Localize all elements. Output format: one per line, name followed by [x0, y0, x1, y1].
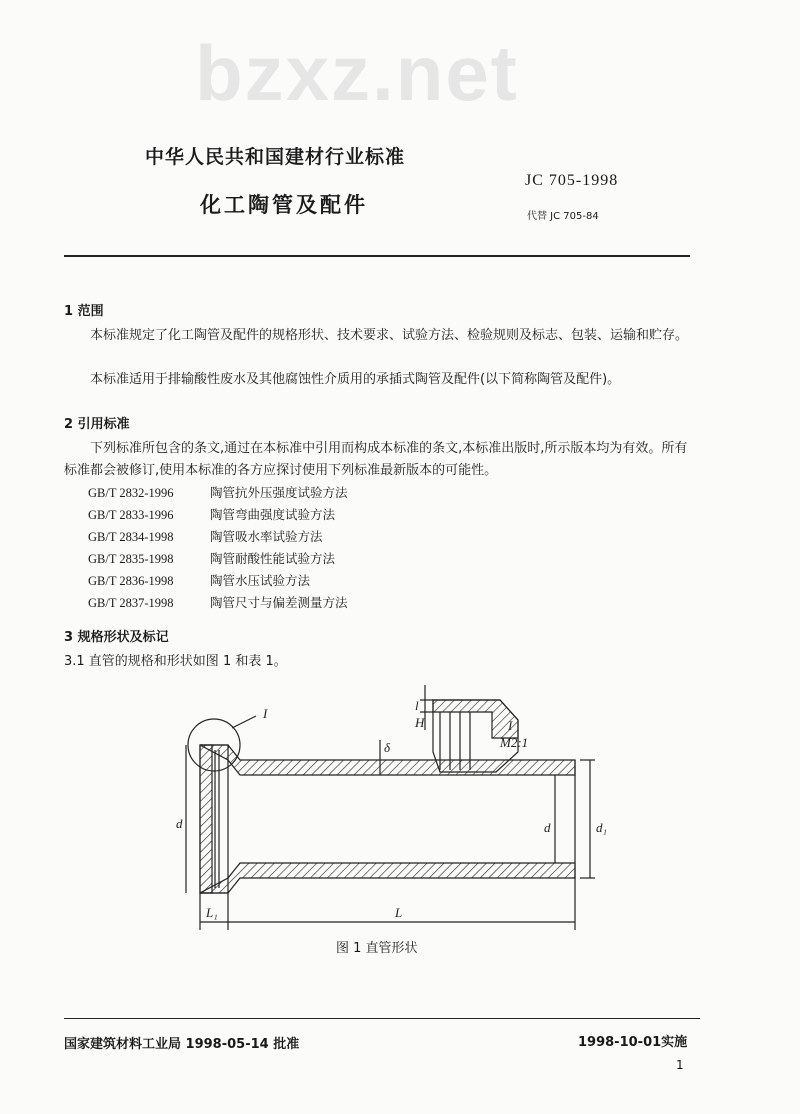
ref-title: 陶管抗外压强度试验方法 [210, 485, 348, 500]
dim-delta: δ [384, 740, 391, 755]
dim-L1: L₁ [206, 905, 218, 920]
detail-scale: M2:1 [500, 735, 529, 750]
ref-code: GB/T 2833-1996 [88, 508, 174, 522]
watermark: bzxz.net [195, 29, 519, 117]
effective-date: 1998-10-01实施 [578, 1035, 688, 1050]
dim-l: l [415, 698, 419, 713]
detail-label: I [508, 718, 513, 733]
section-3-1-text: 3.1 直管的规格和形状如图 1 和表 1。 [64, 654, 287, 669]
dim-H: H [415, 715, 425, 730]
figure-caption: 图 1 直管形状 [336, 941, 418, 956]
standard-code: JC 705-1998 [525, 172, 619, 189]
issuer-title: 中华人民共和国建材行业标准 [145, 146, 406, 168]
ref-code: GB/T 2832-1996 [88, 486, 174, 500]
replaces-note: 代替 JC 705-84 [527, 211, 599, 222]
document-title: 化工陶管及配件 [200, 193, 368, 217]
dim-d: d [176, 816, 183, 831]
section-1-heading: 1 范围 [64, 304, 104, 319]
ref-title: 陶管尺寸与偏差测量方法 [210, 595, 348, 610]
ref-title: 陶管耐酸性能试验方法 [210, 551, 336, 566]
section-3-heading: 3 规格形状及标记 [64, 630, 169, 645]
section-2-heading: 2 引用标准 [64, 417, 130, 432]
footer-rule [64, 1018, 700, 1019]
dim-d1: d₁ [596, 820, 608, 835]
ref-title: 陶管弯曲强度试验方法 [210, 507, 336, 522]
section-1-para-1: 本标准规定了化工陶管及配件的规格形状、技术要求、试验方法、检验规则及标志、包装、运输和贮存。 [90, 328, 689, 343]
ref-title: 陶管吸水率试验方法 [210, 529, 323, 544]
ref-code: GB/T 2834-1998 [88, 530, 174, 544]
dim-d-inner: d [544, 820, 551, 835]
detail-hatch [433, 700, 518, 738]
ref-code: GB/T 2835-1998 [88, 552, 174, 566]
ref-code: GB/T 2836-1998 [88, 574, 174, 588]
ref-code: GB/T 2837-1998 [88, 596, 174, 610]
section-1-para-2: 本标准适用于排输酸性废水及其他腐蚀性介质用的承插式陶管及配件(以下简称陶管及配件)。 [90, 372, 621, 387]
page-number: 1 [676, 1058, 684, 1072]
detail-ref-label: I [263, 706, 268, 721]
section-2-para-1: 下列标准所包含的条文,通过在本标准中引用而构成本标准的条文,本标准出版时,所示版本均为有效。所有标准都会被修订,使用本标准的各方应探讨使用下列标准最新版本的可能性。 [64, 441, 688, 478]
dim-L: L [395, 905, 403, 920]
approval-text: 国家建筑材料工业局 1998-05-14 批准 [64, 1037, 300, 1052]
ref-title: 陶管水压试验方法 [210, 573, 311, 588]
